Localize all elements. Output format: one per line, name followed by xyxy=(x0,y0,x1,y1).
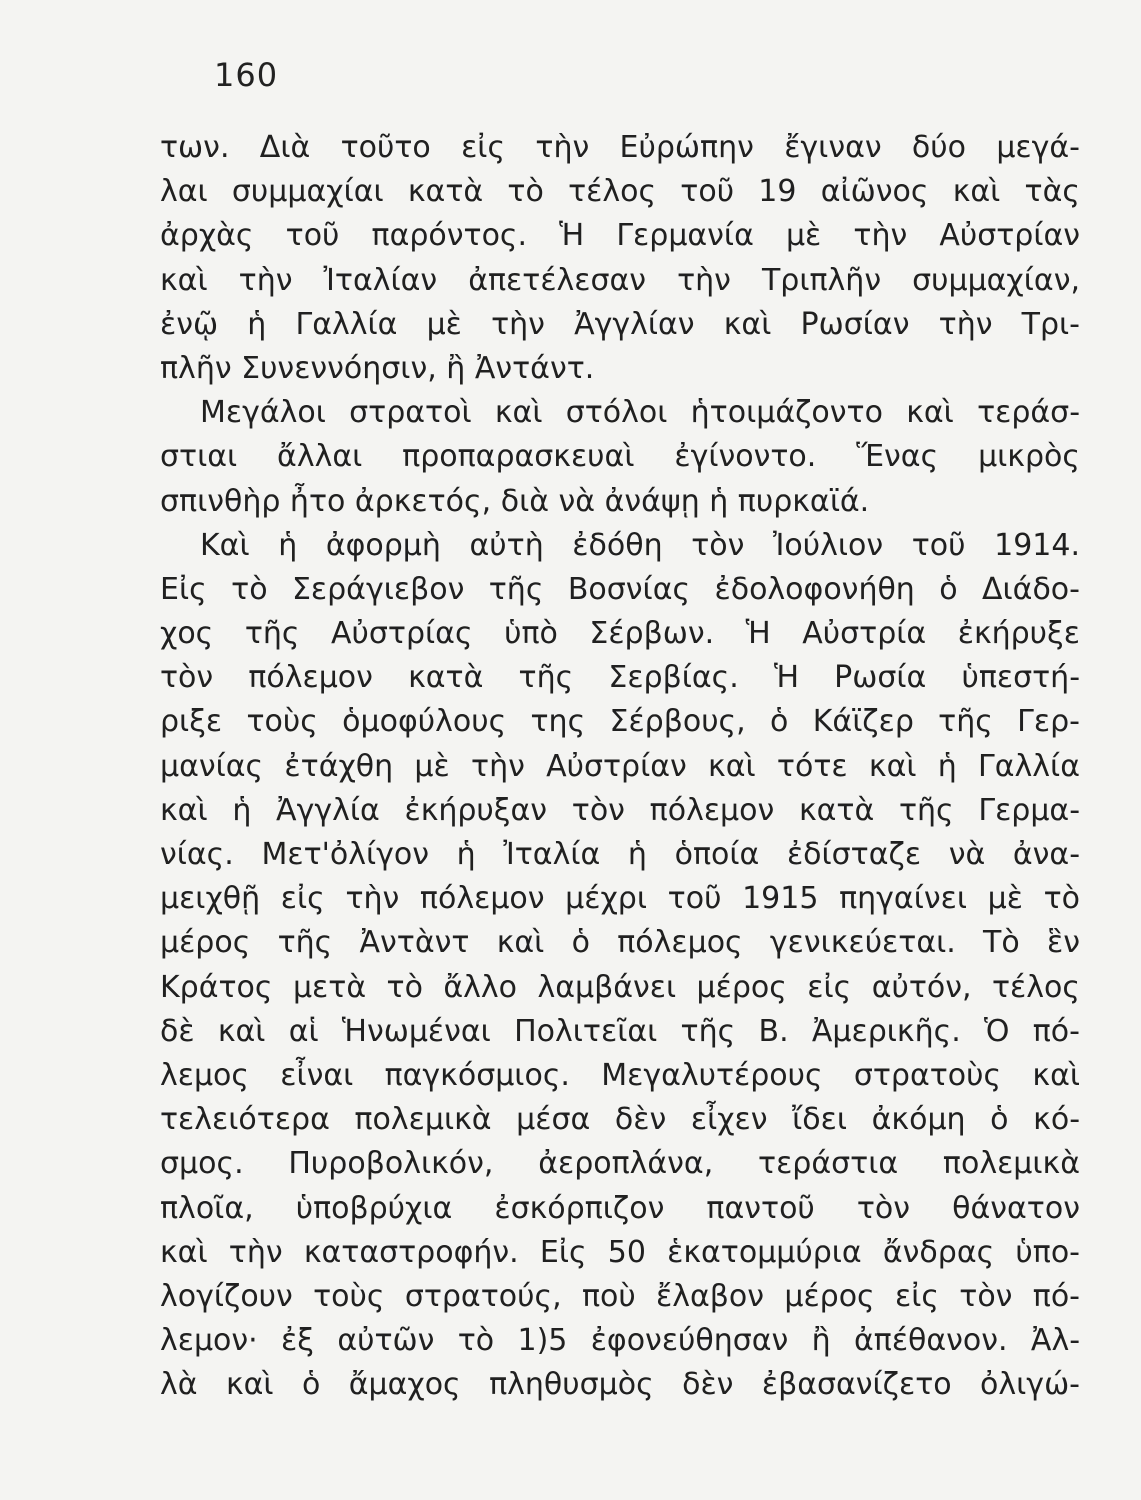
text-line: στιαι ἄλλαι προπαρασκευαὶ ἐγίνοντο. Ἕνας μικρὸς xyxy=(160,439,1080,475)
text-line: λεμον· ἐξ αὐτῶν τὸ 1)5 ἐφονεύθησαν ἢ ἀπέθανον. Ἀλ- xyxy=(160,1323,1081,1359)
text-line: σμος. Πυροβολικόν, ἀεροπλάνα, τεράστια πολεμικὰ xyxy=(160,1146,1080,1182)
text-line: λογίζουν τοὺς στρατούς, ποὺ ἔλαβον μέρος εἰς τὸν πό- xyxy=(160,1278,1080,1314)
text-line: Καὶ ἡ ἀφορμὴ αὐτὴ ἐδόθη τὸν Ἰούλιον τοῦ 1914. xyxy=(200,527,1080,563)
text-line: μανίας ἐτάχθη μὲ τὴν Αὐστρίαν καὶ τότε καὶ ἡ Γαλλία xyxy=(160,748,1080,784)
body-text xyxy=(160,126,1080,1407)
text-line: τὸν πόλεμον κατὰ τῆς Σερβίας. Ἡ Ρωσία ὑπεστή- xyxy=(160,660,1081,696)
text-line: ἀρχὰς τοῦ παρόντος. Ἡ Γερμανία μὲ τὴν Αὐστρίαν xyxy=(160,218,1081,254)
text-line: Κράτος μετὰ τὸ ἄλλο λαμβάνει μέρος εἰς αὐτόν, τέλος xyxy=(160,969,1080,1005)
text-line: Μεγάλοι στρατοὶ καὶ στόλοι ἡτοιμάζοντο καὶ τεράσ- xyxy=(200,395,1081,431)
text-line: χος τῆς Αὐστρίας ὑπὸ Σέρβων. Ἡ Αὐστρία ἐκήρυξε xyxy=(160,616,1080,652)
text-line: πλοῖα, ὑποβρύχια ἐσκόρπιζον παντοῦ τὸν θάνατον xyxy=(160,1190,1080,1226)
text-line: ριξε τοὺς ὁμοφύλους της Σέρβους, ὁ Κάϊζερ τῆς Γερ- xyxy=(160,704,1080,740)
text-line: Εἰς τὸ Σεράγιεβον τῆς Βοσνίας ἐδολοφονήθη ὁ Διάδο- xyxy=(160,571,1080,607)
text-line: ἐνῷ ἡ Γαλλία μὲ τὴν Ἀγγλίαν καὶ Ρωσίαν τὴν Τρι- xyxy=(160,306,1081,342)
text-line: καὶ τὴν καταστροφήν. Εἰς 50 ἑκατομμύρια ἄνδρας ὑπο- xyxy=(160,1234,1080,1270)
text-line: δὲ καὶ αἱ Ἡνωμέναι Πολιτεῖαι τῆς Β. Ἀμερικῆς. Ὁ πό- xyxy=(160,1013,1080,1049)
text-line: πλῆν Συνεννόησιν, ἢ Ἀντάντ. xyxy=(160,350,595,386)
text-line: των. Διὰ τοῦτο εἰς τὴν Εὐρώπην ἔγιναν δύο μεγά- xyxy=(160,130,1080,165)
text-line: καὶ τὴν Ἰταλίαν ἀπετέλεσαν τὴν Τριπλῆν συμμαχίαν, xyxy=(160,262,1080,298)
text-line: λὰ καὶ ὁ ἄμαχος πληθυσμὸς δὲν ἐβασανίζετο ὀλιγώ- xyxy=(160,1367,1081,1403)
text-line: μειχθῇ εἰς τὴν πόλεμον μέχρι τοῦ 1915 πηγαίνει μὲ τὸ xyxy=(160,881,1080,917)
text-line: καὶ ἡ Ἀγγλία ἐκήρυξαν τὸν πόλεμον κατὰ τῆς Γερμα- xyxy=(160,792,1081,828)
text-line: νίας. Μετ'ὀλίγον ἡ Ἰταλία ἡ ὁποία ἐδίσταζε νὰ ἀνα- xyxy=(160,837,1081,872)
text-line: σπινθὴρ ἦτο ἀρκετός, διὰ νὰ ἀνάψῃ ἡ πυρκαϊά. xyxy=(160,483,870,519)
text-line: μέρος τῆς Ἀντὰντ καὶ ὁ πόλεμος γενικεύεται. Τὸ ἓν xyxy=(160,925,1080,961)
text-line: λαι συμμαχίαι κατὰ τὸ τέλος τοῦ 19 αἰῶνος καὶ τὰς xyxy=(160,174,1081,210)
text-line: λεμος εἶναι παγκόσμιος. Μεγαλυτέρους στρατοὺς καὶ xyxy=(160,1057,1080,1093)
text-line: τελειότερα πολεμικὰ μέσα δὲν εἶχεν ἴδει ἀκόμη ὁ κό- xyxy=(160,1102,1081,1138)
page-number: 160 xyxy=(214,56,279,94)
